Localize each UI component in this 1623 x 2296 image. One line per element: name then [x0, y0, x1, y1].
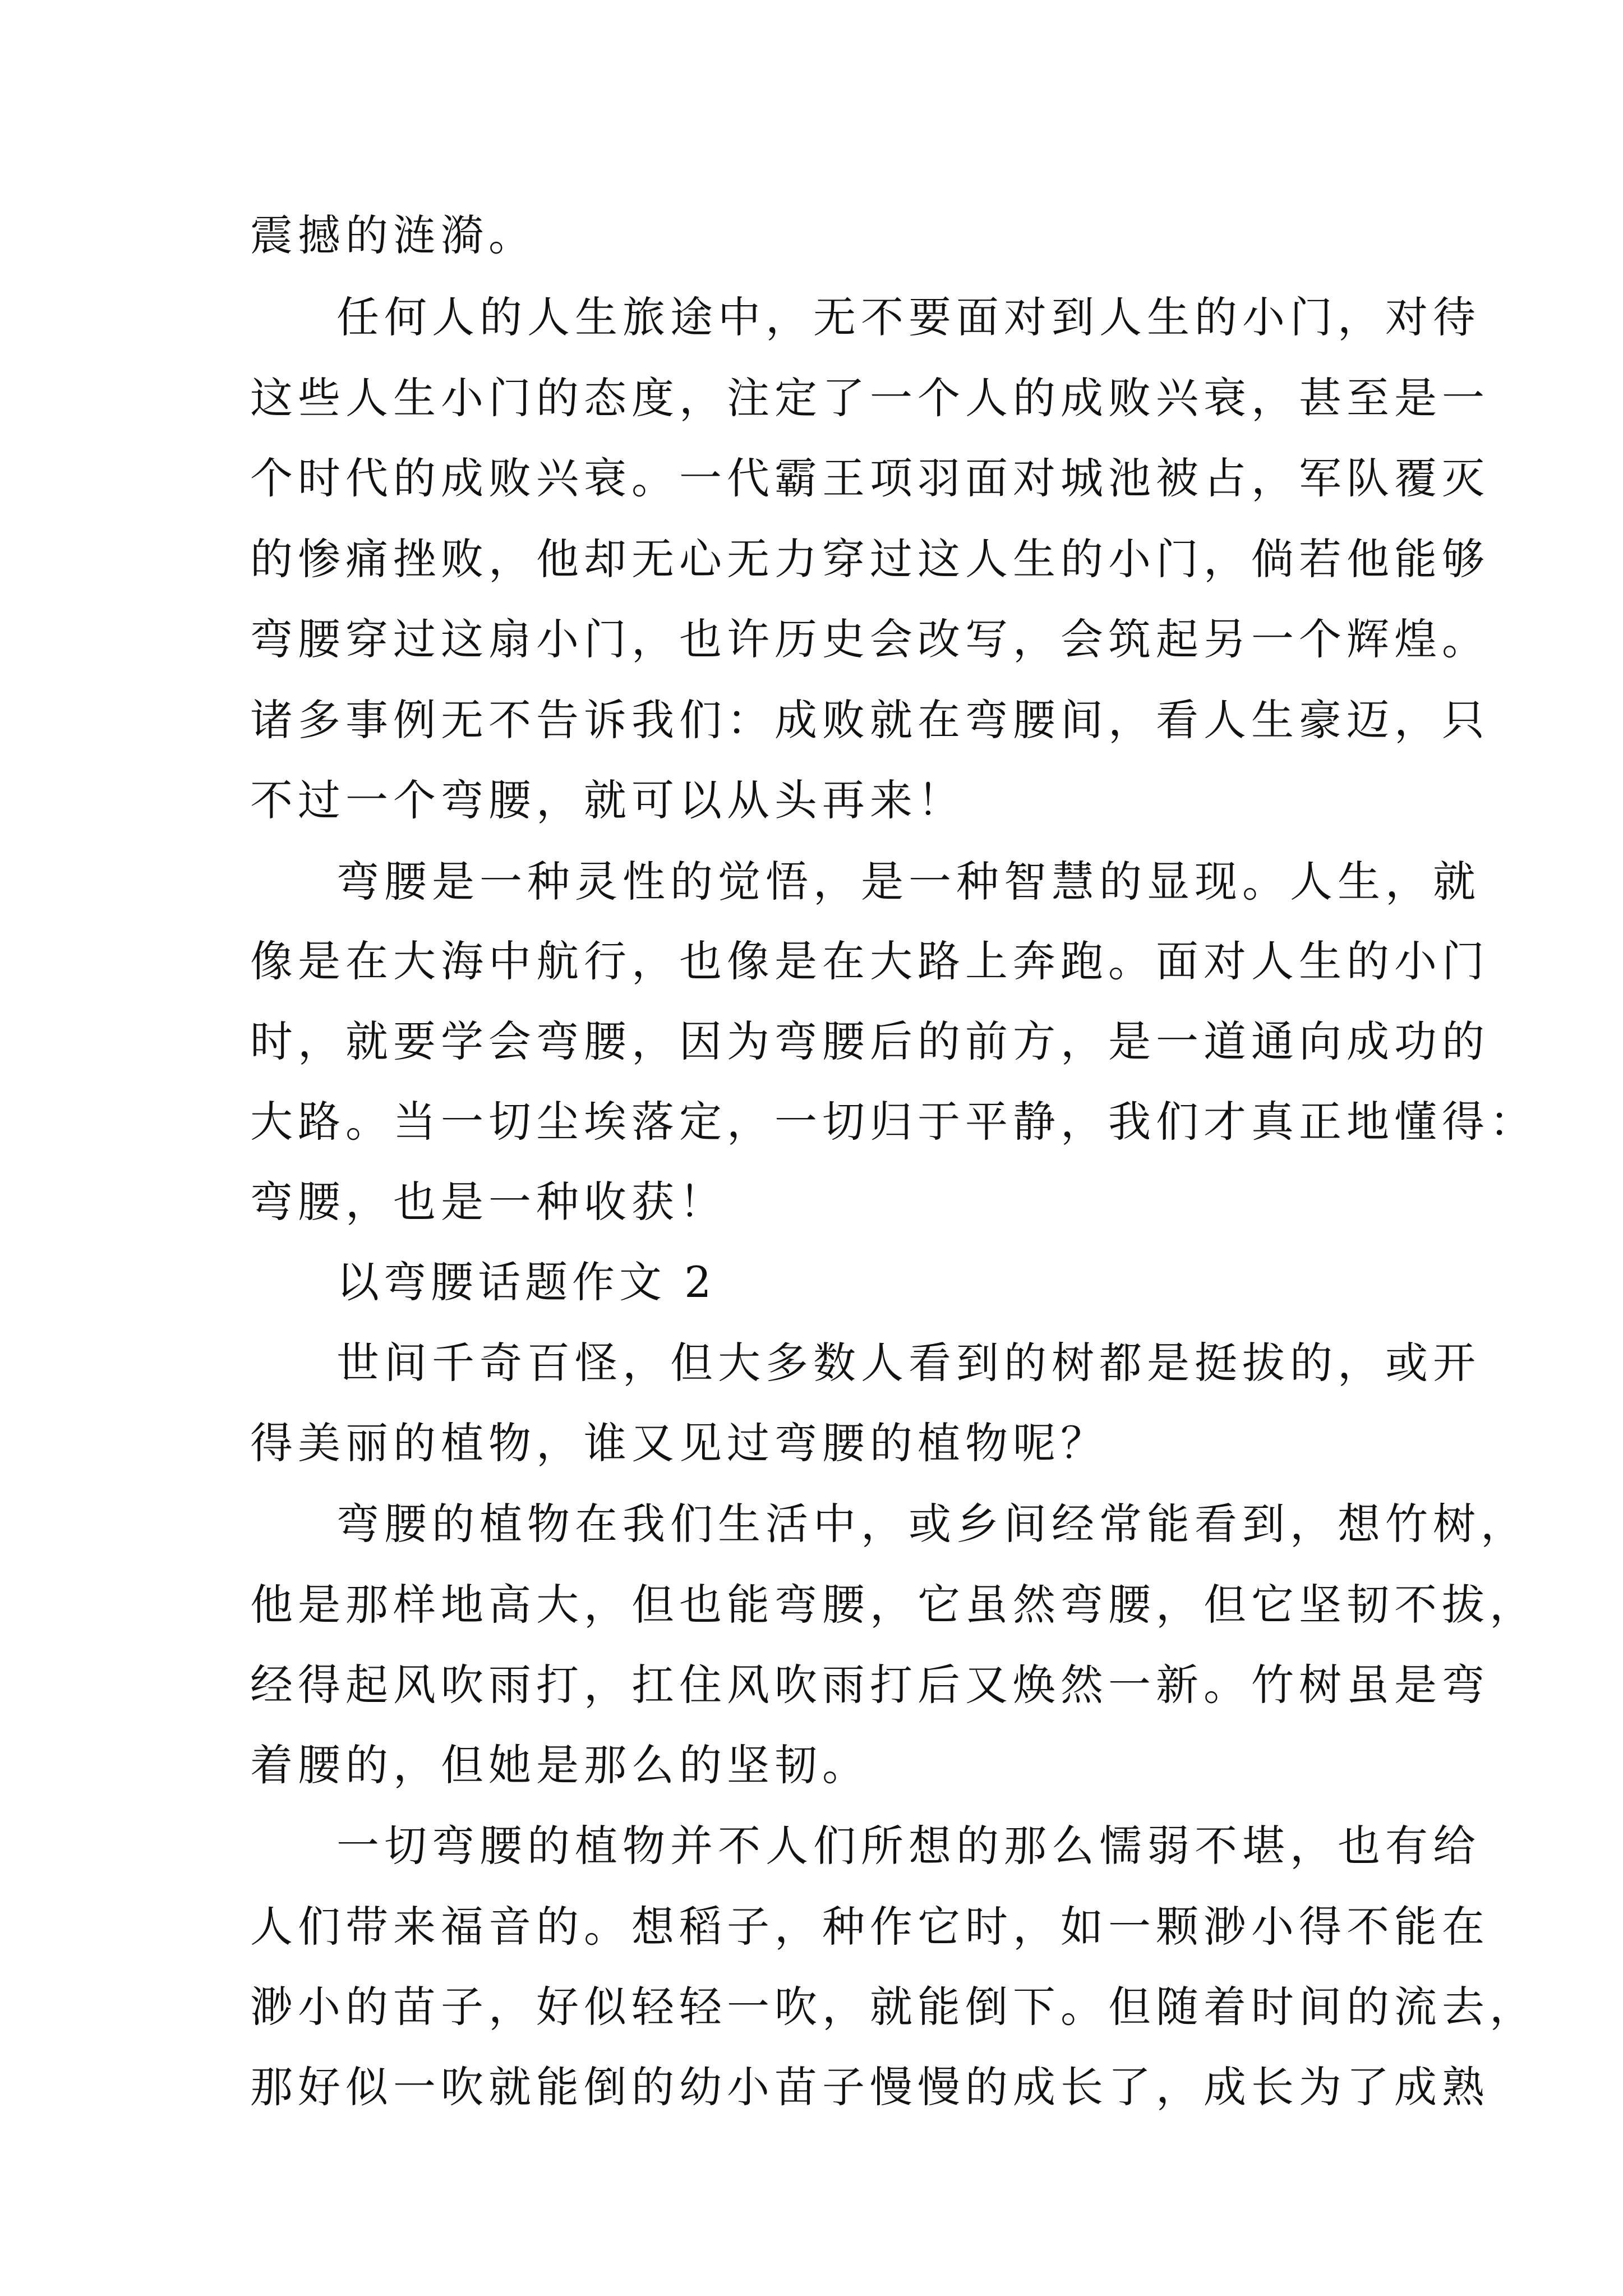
text-line: 的惨痛挫败，他却无心无力穿过这人生的小门，倘若他能够 — [250, 534, 1490, 584]
text-line: 他是那样地高大，但也能弯腰，它虽然弯腰，但它坚韧不拔， — [250, 1580, 1537, 1630]
text-line: 弯腰，也是一种收获！ — [250, 1177, 727, 1227]
text-line: 着腰的，但她是那么的坚韧。 — [250, 1740, 870, 1790]
text-line: 不过一个弯腰，就可以从头再来！ — [250, 775, 965, 825]
paragraph-first-line: 任何人的人生旅途中，无不要面对到人生的小门，对待 — [336, 292, 1481, 342]
paragraph-first-line: 弯腰是一种灵性的觉悟，是一种智慧的显现。人生，就 — [336, 857, 1481, 907]
text-line: 渺小的苗子，好似轻轻一吹，就能倒下。但随着时间的流去， — [250, 1982, 1537, 2032]
text-line: 经得起风吹雨打，扛住风吹雨打后又焕然一新。竹树虽是弯 — [250, 1660, 1490, 1710]
text-line: 人们带来福音的。想稻子，种作它时，如一颗渺小得不能在 — [250, 1902, 1490, 1952]
text-line: 那好似一吹就能倒的幼小苗子慢慢的成长了，成长为了成熟 — [250, 2062, 1490, 2112]
section-heading: 以弯腰话题作文 2 — [336, 1257, 716, 1307]
text-line: 像是在大海中航行，也像是在大路上奔跑。面对人生的小门 — [250, 936, 1490, 986]
text-line: 这些人生小门的态度，注定了一个人的成败兴衰，甚至是一 — [250, 373, 1490, 423]
text-line: 弯腰穿过这扇小门，也许历史会改写，会筑起另一个辉煌。 — [250, 614, 1490, 664]
text-line: 大路。当一切尘埃落定，一切归于平静，我们才真正地懂得： — [250, 1097, 1537, 1147]
paragraph-first-line: 世间千奇百怪，但大多数人看到的树都是挺拔的，或开 — [336, 1338, 1481, 1388]
paragraph-first-line: 弯腰的植物在我们生活中，或乡间经常能看到，想竹树， — [336, 1499, 1528, 1549]
text-line: 个时代的成败兴衰。一代霸王项羽面对城池被占，军队覆灭 — [250, 453, 1490, 503]
text-line: 震撼的涟漪。 — [250, 210, 536, 260]
paragraph-first-line: 一切弯腰的植物并不人们所想的那么懦弱不堪，也有给 — [336, 1821, 1481, 1871]
text-line: 诸多事例无不告诉我们：成败就在弯腰间，看人生豪迈，只 — [250, 695, 1490, 745]
text-line: 时，就要学会弯腰，因为弯腰后的前方，是一道通向成功的 — [250, 1016, 1490, 1066]
text-line: 得美丽的植物，谁又见过弯腰的植物呢？ — [250, 1418, 1108, 1468]
